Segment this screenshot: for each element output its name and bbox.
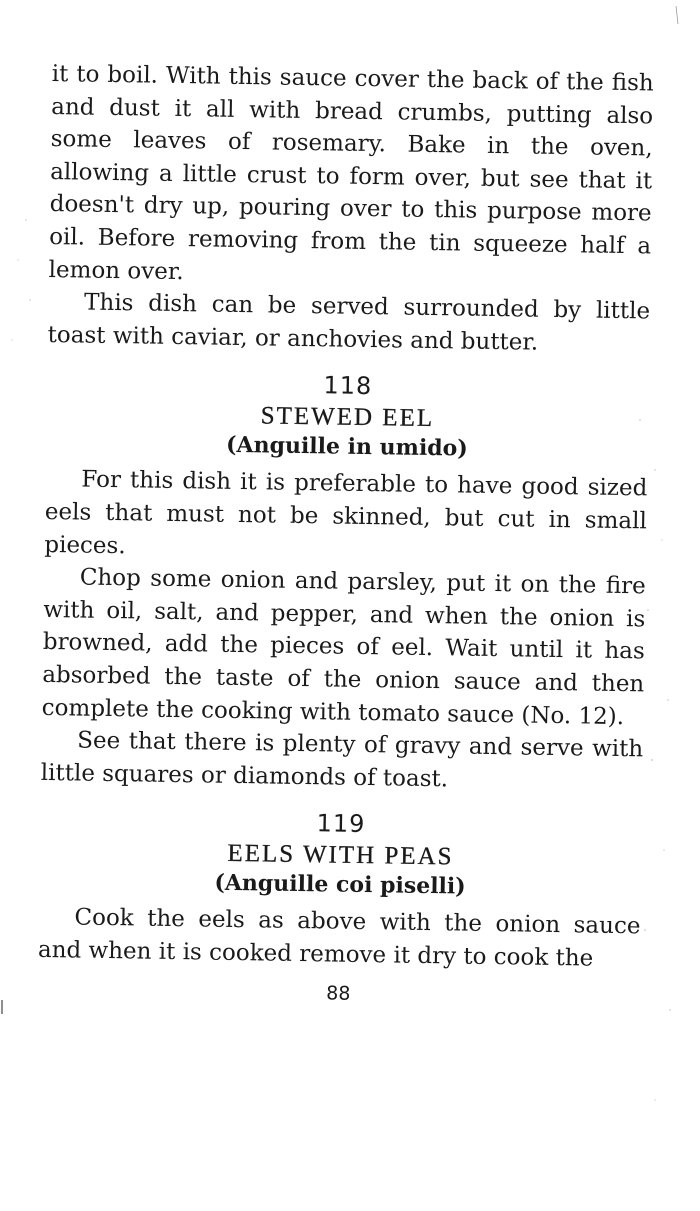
paragraph-continued: it to boil. With this sauce cover the back of the fish and dust it all with bread crumbs, putting also some leaves of rosemary. Bake in the oven, allowing a little crust to form over, but see that it doesn't dry up, pouring over to this purpose more oil. Before removing from the tin squeeze half a lemon over. — [48, 60, 654, 285]
recipe-number-119: 119 — [316, 809, 366, 839]
recipe-118-paragraph-1: For this dish it is preferable to have good sized eels that must not be skinned, but cut in small pieces. — [44, 466, 648, 559]
recipe-number-118: 118 — [323, 371, 373, 401]
book-page — [37, 58, 654, 1010]
recipe-118-paragraph-2: Chop some onion and parsley, put it on the fire with oil, salt, and pepper, and when the onion is browned, add the pieces of eel. Wait until it has absorbed the taste of the onion sauce and then complete the cooking with tomato sauce (No. 12). — [41, 564, 646, 730]
recipe-118-paragraph-3: See that there is plenty of gravy and serve with little squares or diamonds of toast. — [40, 727, 644, 792]
paragraph-serving-note: This dish can be served surrounded by little toast with caviar, or anchovies and butter. — [47, 289, 651, 356]
recipe-title-stewed-eel: STEWED EEL — [260, 402, 435, 433]
recipe-subtitle-anguille-in-umido: (Anguille in umido) — [225, 432, 468, 462]
recipe-subtitle-anguille-coi-piselli: (Anguille coi piselli) — [214, 869, 466, 900]
page-number: 88 — [326, 982, 351, 1006]
recipe-119-paragraph-1: Cook the eels as above with the onion sauce and when it is cooked remove it dry to cook the — [37, 904, 641, 972]
recipe-title-eels-with-peas: EELS WITH PEAS — [227, 840, 454, 871]
